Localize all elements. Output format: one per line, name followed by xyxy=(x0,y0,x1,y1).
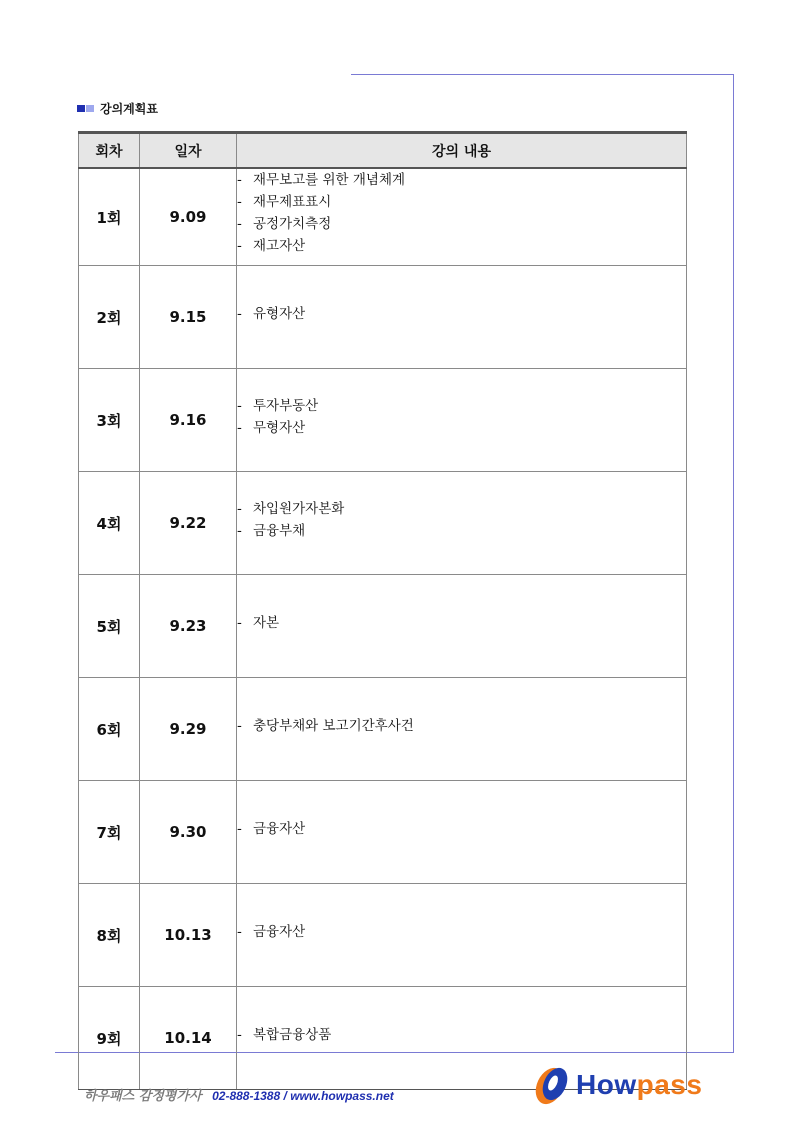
dash-bullet-icon: - xyxy=(237,924,242,940)
table-row xyxy=(79,884,687,987)
header-content: 강의 내용 xyxy=(237,133,687,169)
content-item xyxy=(237,498,686,520)
round-cell: 7회 xyxy=(79,781,140,884)
content-item xyxy=(237,395,686,417)
content-item-text: 무형자산 xyxy=(253,420,306,436)
table-row xyxy=(79,266,687,369)
lecture-schedule-table xyxy=(78,131,687,1090)
content-cell xyxy=(237,575,687,678)
footer-separator: / xyxy=(283,1089,287,1103)
content-item xyxy=(237,1024,686,1046)
content-item-text: 공정가치측정 xyxy=(253,216,332,232)
date-cell: 9.15 xyxy=(140,266,237,369)
logo-text-how: How xyxy=(576,1069,637,1100)
round-cell: 5회 xyxy=(79,575,140,678)
date-cell: 9.29 xyxy=(140,678,237,781)
footer-phone: 02-888-1388 xyxy=(212,1089,281,1103)
content-item-text: 재무제표표시 xyxy=(253,194,332,210)
content-item-text: 투자부동산 xyxy=(253,398,319,414)
howpass-logo xyxy=(530,1064,702,1106)
round-cell: 3회 xyxy=(79,369,140,472)
dash-bullet-icon: - xyxy=(237,718,242,734)
round-cell: 9회 xyxy=(79,987,140,1090)
content-item-text: 금융자산 xyxy=(253,924,306,940)
content-item xyxy=(237,213,686,235)
dash-bullet-icon: - xyxy=(237,1027,242,1043)
content-cell xyxy=(237,781,687,884)
table-header-row xyxy=(79,133,687,169)
content-item xyxy=(237,191,686,213)
content-item-text: 재무보고를 위한 개념체계 xyxy=(253,172,406,188)
table-row xyxy=(79,369,687,472)
content-item xyxy=(237,715,686,737)
date-cell: 9.30 xyxy=(140,781,237,884)
content-cell xyxy=(237,678,687,781)
dash-bullet-icon: - xyxy=(237,306,242,322)
logo-text-pass: pass xyxy=(636,1069,703,1100)
dash-bullet-icon: - xyxy=(237,420,242,436)
section-heading xyxy=(77,99,158,117)
footer-company: 하우패스 감정평가사 xyxy=(84,1089,202,1104)
content-item-text: 금융부채 xyxy=(253,523,306,539)
footer-contact xyxy=(84,1085,394,1104)
content-item xyxy=(237,417,686,439)
round-cell: 6회 xyxy=(79,678,140,781)
content-cell xyxy=(237,369,687,472)
round-cell: 8회 xyxy=(79,884,140,987)
content-item xyxy=(237,612,686,634)
content-item-text: 금융자산 xyxy=(253,821,306,837)
footer-website: www.howpass.net xyxy=(290,1089,394,1103)
dash-bullet-icon: - xyxy=(237,523,242,539)
round-cell: 2회 xyxy=(79,266,140,369)
header-round: 회차 xyxy=(79,133,140,169)
dash-bullet-icon: - xyxy=(237,398,242,414)
dash-bullet-icon: - xyxy=(237,821,242,837)
howpass-logo-text xyxy=(576,1069,702,1101)
header-date: 일자 xyxy=(140,133,237,169)
dash-bullet-icon: - xyxy=(237,615,242,631)
content-item-text: 자본 xyxy=(253,615,280,631)
dash-bullet-icon: - xyxy=(237,172,242,188)
page-frame-top-line xyxy=(351,74,734,75)
table-row xyxy=(79,472,687,575)
round-cell: 1회 xyxy=(79,168,140,266)
dash-bullet-icon: - xyxy=(237,238,242,254)
howpass-logo-mark-icon xyxy=(530,1064,572,1106)
date-cell: 9.23 xyxy=(140,575,237,678)
content-item-text: 충당부채와 보고기간후사건 xyxy=(253,718,414,734)
dash-bullet-icon: - xyxy=(237,501,242,517)
table-row xyxy=(79,575,687,678)
date-cell: 9.22 xyxy=(140,472,237,575)
content-cell xyxy=(237,884,687,987)
content-item-text: 복합금융상품 xyxy=(253,1027,332,1043)
content-item-text: 차입원가자본화 xyxy=(253,501,345,517)
content-cell xyxy=(237,266,687,369)
content-cell xyxy=(237,472,687,575)
content-item xyxy=(237,235,686,257)
dash-bullet-icon: - xyxy=(237,194,242,210)
content-item xyxy=(237,303,686,325)
content-item xyxy=(237,921,686,943)
date-cell: 10.13 xyxy=(140,884,237,987)
date-cell: 9.09 xyxy=(140,168,237,266)
section-title: 강의계획표 xyxy=(100,101,158,116)
dash-bullet-icon: - xyxy=(237,216,242,232)
content-item xyxy=(237,169,686,191)
content-item-text: 유형자산 xyxy=(253,306,306,322)
bullet-squares-icon xyxy=(77,105,94,112)
round-cell: 4회 xyxy=(79,472,140,575)
table-row xyxy=(79,781,687,884)
content-cell xyxy=(237,168,687,266)
table-row xyxy=(79,168,687,266)
page-frame-right-line xyxy=(733,74,734,1053)
date-cell: 10.14 xyxy=(140,987,237,1090)
content-item-text: 재고자산 xyxy=(253,238,306,254)
date-cell: 9.16 xyxy=(140,369,237,472)
table-row xyxy=(79,678,687,781)
content-item xyxy=(237,818,686,840)
content-item xyxy=(237,520,686,542)
